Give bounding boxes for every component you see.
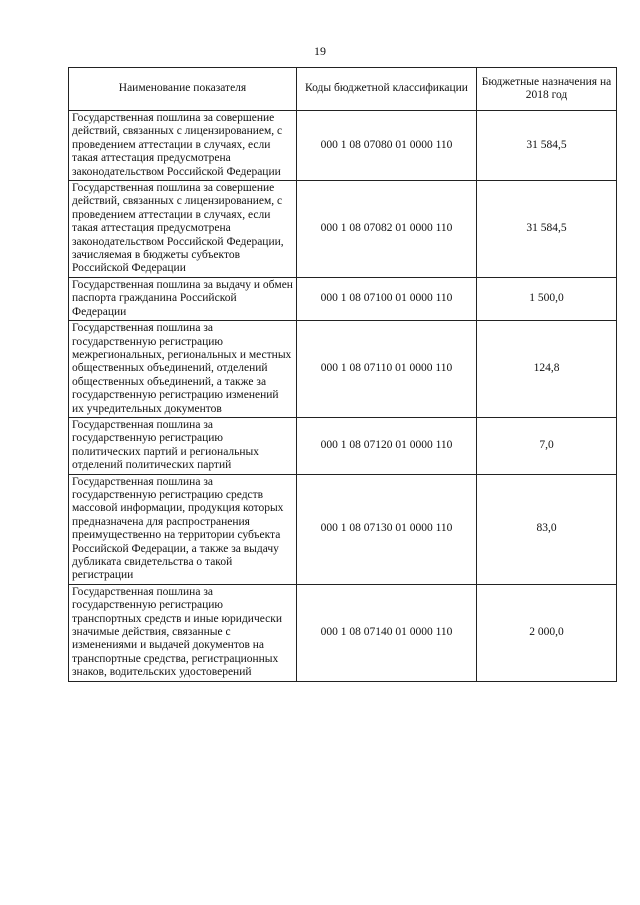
header-amount: Бюджетные назначения на 2018 год xyxy=(477,68,617,111)
row-amount: 31 584,5 xyxy=(477,181,617,278)
row-name: Государственная пошлина за государственную регистрацию транспортных средств и иные юридически значимые действия, связанные с изменениями и выдачей документов на транспортные средства, регистрационных знаков, водительских удостоверений xyxy=(69,584,297,681)
header-code: Коды бюджетной классификации xyxy=(297,68,477,111)
header-name: Наименование показателя xyxy=(69,68,297,111)
table-row xyxy=(69,321,617,418)
row-name: Государственная пошлина за государственную регистрацию политических партий и региональных отделений политических партий xyxy=(69,417,297,474)
table-row xyxy=(69,584,617,681)
row-code: 000 1 08 07080 01 0000 110 xyxy=(297,111,477,181)
row-code: 000 1 08 07130 01 0000 110 xyxy=(297,474,477,584)
row-amount: 31 584,5 xyxy=(477,111,617,181)
row-name: Государственная пошлина за государственную регистрацию средств массовой информации, продукция которых предназначена для распространения преимущественно на территории субъекта Российской Федерации, а также за выдачу дубликата свидетельства о такой регистрации xyxy=(69,474,297,584)
table-row xyxy=(69,277,617,320)
row-amount: 1 500,0 xyxy=(477,277,617,320)
row-name: Государственная пошлина за совершение действий, связанных с лицензированием, с проведением аттестации в случаях, если такая аттестация предусмотрена законодательством Российской Федерации, зачисляемая в бюджеты субъектов Российской Федерации xyxy=(69,181,297,278)
table-row xyxy=(69,417,617,474)
budget-table xyxy=(68,67,617,682)
row-amount: 83,0 xyxy=(477,474,617,584)
row-amount: 124,8 xyxy=(477,321,617,418)
row-amount: 2 000,0 xyxy=(477,584,617,681)
row-code: 000 1 08 07120 01 0000 110 xyxy=(297,417,477,474)
row-name: Государственная пошлина за совершение действий, связанных с лицензированием, с проведением аттестации в случаях, если такая аттестация предусмотрена законодательством Российской Федерации xyxy=(69,111,297,181)
row-code: 000 1 08 07100 01 0000 110 xyxy=(297,277,477,320)
row-code: 000 1 08 07140 01 0000 110 xyxy=(297,584,477,681)
row-code: 000 1 08 07110 01 0000 110 xyxy=(297,321,477,418)
row-name: Государственная пошлина за выдачу и обмен паспорта гражданина Российской Федерации xyxy=(69,277,297,320)
table-row xyxy=(69,111,617,181)
row-amount: 7,0 xyxy=(477,417,617,474)
table-row xyxy=(69,181,617,278)
table-header-row xyxy=(69,68,617,111)
row-code: 000 1 08 07082 01 0000 110 xyxy=(297,181,477,278)
row-name: Государственная пошлина за государственную регистрацию межрегиональных, региональных и местных общественных объединений, отделений общественных объединений, а также за государственную регистрацию изменений их учредительных документов xyxy=(69,321,297,418)
page-number: 19 xyxy=(314,44,326,58)
table-row xyxy=(69,474,617,584)
